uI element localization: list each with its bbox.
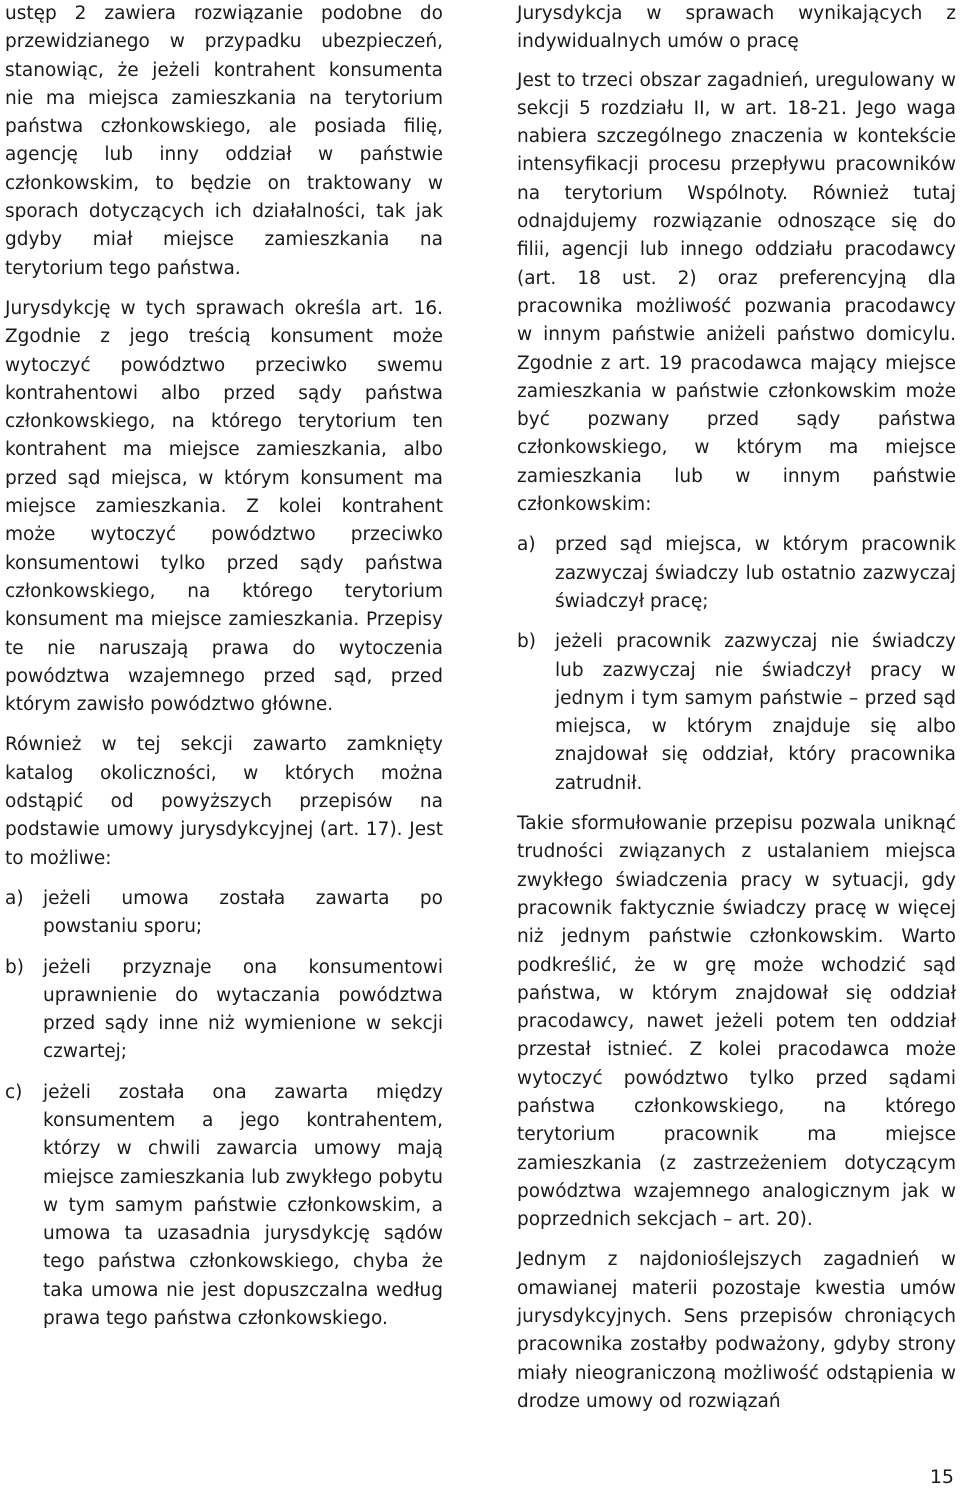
list-item-text: jeżeli została ona zawarta między konsumentem a jego kontrahentem, którzy w chwili zawarcia umowy mają miejsce zamieszkania lub zwykłego pobytu w tym samym państwie członkowskim, a umowa ta uzasadnia jurysdykcję sądów tego państwa członkowskiego, chyba że taka umowa nie jest dopuszczalna według prawa tego państwa członkowskiego. xyxy=(43,1081,443,1330)
list-item-text: przed sąd miejsca, w którym pracownik zazwyczaj świadczy lub ostatnio zazwyczaj świadczył pracę; xyxy=(555,534,956,612)
list-item-text: jeżeli przyznaje ona konsumentowi uprawnienie do wytaczania powództwa przed sądy inne niż wymienione w sekcji czwartej; xyxy=(43,956,443,1063)
right-column xyxy=(517,0,956,1428)
list-item xyxy=(5,885,443,942)
list-item xyxy=(5,954,443,1067)
list-item xyxy=(5,1079,443,1334)
list-marker: c) xyxy=(5,1081,23,1103)
list-marker: b) xyxy=(5,956,24,978)
list-marker: a) xyxy=(5,887,24,909)
section-heading: Jurysdykcja w sprawach wynikających z indywidualnych umów o pracę xyxy=(517,3,956,53)
left-column xyxy=(5,0,443,1345)
conditions-list xyxy=(517,531,956,798)
list-item xyxy=(517,628,956,798)
list-marker: b) xyxy=(517,631,536,653)
page-number: 15 xyxy=(929,1466,954,1488)
paragraph: Również w tej sekcji zawarto zamknięty katalog okoliczności, w których można odstąpić od powyższych przepisów na podstawie umowy jurysdykcyjnej (art. 17). Jest to możliwe: xyxy=(5,734,443,869)
paragraph: Jednym z najdonioślejszych zagadnień w omawianej materii pozostaje kwestia umów jurysdykcyjnych. Sens przepisów chroniących pracownika zostałby podważony, gdyby strony miały nieograniczoną możliwość odstąpienia w drodze umowy od rozwiązań xyxy=(517,1249,956,1412)
paragraph: ustęp 2 zawiera rozwiązanie podobne do przewidzianego w przypadku ubezpieczeń, stanowiąc, że jeżeli kontrahent konsumenta nie ma miejsca zamieszkania na terytorium państwa członkowskiego, ale posiada filię, agencję lub inny oddział w państwie członkowskim, to będzie on traktowany w sporach dotyczących ich działalności, tak jak gdyby miał miejsce zamieszkania na terytorium tego państwa. xyxy=(5,3,443,279)
conditions-list xyxy=(5,885,443,1333)
paragraph: Jurysdykcję w tych sprawach określa art. 16. Zgodnie z jego treścią konsument może wytoczyć powództwo przeciwko swemu kontrahentowi albo przed sądy państwa członkowskiego, na którego terytorium ten kontrahent ma miejsce zamieszkania, albo przed sąd miejsca, w którym konsument ma miejsce zamieszkania. Z kolei kontrahent może wytoczyć powództwo przeciwko konsumentowi tylko przed sądy państwa członkowskiego, na którego terytorium konsument ma miejsce zamieszkania. Przepisy te nie naruszają prawa do wytoczenia powództwa wzajemnego przed sąd, przed którym zawisło powództwo główne. xyxy=(5,297,443,716)
list-item xyxy=(517,531,956,616)
list-marker: a) xyxy=(517,534,536,556)
list-item-text: jeżeli umowa została zawarta po powstaniu sporu; xyxy=(43,887,443,938)
paragraph: Takie sformułowanie przepisu pozwala uniknąć trudności związanych z ustalaniem miejsca zwykłego świadczenia pracy w sytuacji, gdy pracownik faktycznie świadczy pracę w więcej niż jednym państwie członkowskim. Warto podkreślić, że w grę może wchodzić sąd państwa, w którym znajdował się oddział pracodawcy, nawet jeżeli potem ten oddział przestał istnieć. Z kolei pracodawca może wytoczyć powództwo tylko przed sądami państwa członkowskiego, na którego terytorium pracownik ma miejsce zamieszkania (z zastrzeżeniem dotyczącym powództwa wzajemnego analogicznym jak w poprzednich sekcjach – art. 20). xyxy=(517,813,956,1231)
list-item-text: jeżeli pracownik zazwyczaj nie świadczy lub zazwyczaj nie świadczył pracy w jednym i tym samym państwie – przed sąd miejsca, w którym znajduje się albo znajdował się oddział, który pracownika zatrudnił. xyxy=(555,631,956,794)
paragraph: Jest to trzeci obszar zagadnień, uregulowany w sekcji 5 rozdziału II, w art. 18-21. Jego waga nabiera szczególnego znaczenia w kontekście intensyfikacji procesu przepływu pracowników na terytorium Wspólnoty. Również tutaj odnajdujemy rozwiązanie odnoszące się do filii, agencji lub innego oddziału pracodawcy (art. 18 ust. 2) oraz preferencyjną dla pracownika możliwość pozwania pracodawcy w innym państwie aniżeli państwo domicylu. Zgodnie z art. 19 pracodawca mający miejsce zamieszkania w państwie członkowskim może być pozwany przed sądy państwa członkowskiego, w którym ma miejsce zamieszkania lub w innym państwie członkowskim: xyxy=(517,69,956,516)
